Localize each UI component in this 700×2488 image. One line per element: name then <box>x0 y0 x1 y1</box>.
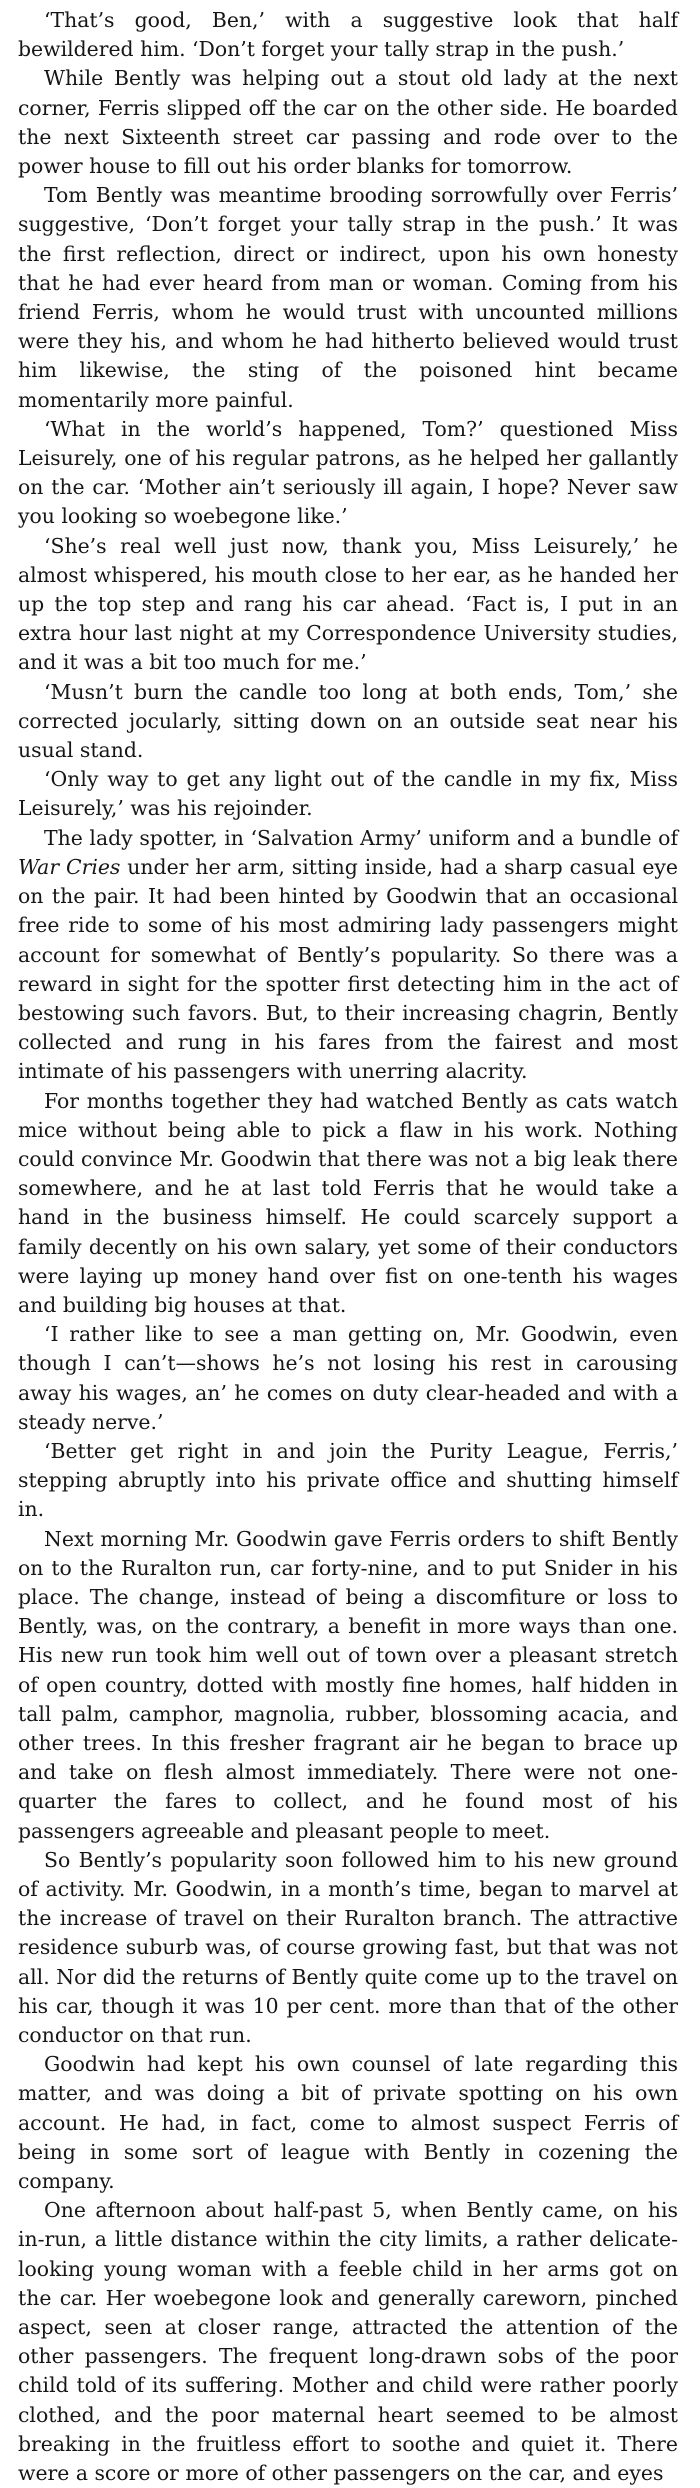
article-paragraph <box>18 1437 678 1525</box>
paragraph-text: One afternoon about half-past 5, when Bently came, on his in-run, a little distance within the city limits, a rather delicate-looking young woman with a feeble child in her arms got on the car. Her woebegone look and generally careworn, pinched aspect, seen at closer range, attracted the attention of the other passengers. The frequent long-drawn sobs of the poor child told of its suffering. Mother and child were rather poorly clothed, and the poor maternal heart seemed to be almost breaking in the fruitless effort to soothe and quiet it. There were a score or more of other passengers on the car, and eyes <box>18 2198 678 2486</box>
article-paragraph <box>18 2050 678 2196</box>
paragraph-text: Tom Bently was meantime brooding sorrowfully over Ferris’ suggestive, ‘Don’t forget your tally strap in the push.’ It was the first reflection, direct or indirect, upon his own honesty that he had ever heard from man or woman. Coming from his friend Ferris, whom he would trust with uncounted millions were they his, and whom he had hitherto believed would trust him likewise, the sting of the poisoned hint became momentarily more painful. <box>18 183 678 412</box>
paragraph-text: ‘I rather like to see a man getting on, Mr. Goodwin, even though I can’t—shows he’s not losing his rest in carousing away his wages, an’ he comes on duty clear-headed and with a steady nerve.’ <box>18 1322 678 1434</box>
paragraph-text: While Bently was helping out a stout old lady at the next corner, Ferris slipped off the car on the other side. He boarded the next Sixteenth street car passing and rode over to the power house to fill out his order blanks for tomorrow. <box>18 66 678 179</box>
article-paragraph <box>18 824 678 1087</box>
article-paragraph <box>18 765 678 823</box>
paragraph-text: The lady spotter, in ‘Salvation Army’ uniform and a bundle of <box>44 825 678 850</box>
article-paragraph <box>18 532 678 678</box>
paragraph-text: ‘Only way to get any light out of the candle in my fix, Miss Leisurely,’ was his rejoinder. <box>18 767 678 821</box>
paragraph-text: Goodwin had kept his own counsel of late regarding this matter, and was doing a bit of private spotting on his own account. He had, in fact, come to almost suspect Ferris of being in some sort of league with Bently in cozening the company. <box>18 2052 678 2194</box>
paragraph-text: For months together they had watched Bently as cats watch mice without being able to pick a flaw in his work. Nothing could convince Mr. Goodwin that there was not a big leak there somewhere, and he at last told Ferris that he would take a hand in the business himself. He could scarcely support a family decently on his own salary, yet some of their conductors were laying up money hand over fist on one-tenth his wages and building big houses at that. <box>18 1088 678 1317</box>
article-paragraph <box>18 1087 678 1321</box>
article-paragraph <box>18 181 678 415</box>
article-paragraph <box>18 678 678 766</box>
paragraph-text: ‘That’s good, Ben,’ with a suggestive look that half bewildered him. ‘Don’t forget your tally strap in the push.’ <box>18 8 678 62</box>
article-paragraph <box>18 1846 678 2050</box>
paragraph-text: ‘Better get right in and join the Purity League, Ferris,’ stepping abruptly into his private office and shutting himself in. <box>18 1438 678 1522</box>
paragraph-text: ‘What in the world’s happened, Tom?’ questioned Miss Leisurely, one of his regular patrons, as he helped her gallantly on the car. ‘Mother ain’t seriously ill again, I hope? Never saw you looking so woebegone like.’ <box>18 416 678 529</box>
paragraph-text: under her arm, sitting inside, had a sharp casual eye on the pair. It had been hinted by Goodwin that an occasional free ride to some of his most admiring lady passengers might account for somewhat of Bently’s popularity. So there was a reward in sight for the spotter first detecting him in the act of bestowing such favors. But, to their increasing chagrin, Bently collected and rung in his fares from the fairest and most intimate of his passengers with unerring alacrity. <box>18 854 678 1084</box>
paragraph-text: ‘Musn’t burn the candle too long at both ends, Tom,’ she corrected jocularly, sitting down on an outside seat near his usual stand. <box>18 679 678 763</box>
article-paragraph <box>18 415 678 532</box>
article-paragraph <box>18 64 678 181</box>
article-paragraph <box>18 6 678 64</box>
paragraph-text: So Bently’s popularity soon followed him to his new ground of activity. Mr. Goodwin, in a month’s time, began to marvel at the increase of travel on their Ruralton branch. The attractive residence suburb was, of course growing fast, but that was not all. Nor did the returns of Bently quite come up to the travel on his car, though it was 10 per cent. more than that of the other conductor on that run. <box>18 1847 678 2048</box>
paragraph-text: Next morning Mr. Goodwin gave Ferris orders to shift Bently on to the Ruralton run, car forty-nine, and to put Snider in his place. The change, instead of being a discomfiture or loss to Bently, was, on the contrary, a benefit in more ways than one. His new run took him well out of town over a pleasant stretch of open country, dotted with mostly fine homes, half hidden in tall palm, camphor, magnolia, rubber, blossoming acacia, and other trees. In this fresher fragrant air he began to brace up and take on flesh almost immediately. There were not one-quarter the fares to collect, and he found most of his passengers agreeable and pleasant people to meet. <box>18 1526 678 1843</box>
article-paragraph <box>18 2196 678 2488</box>
italic-title-text: War Cries <box>18 854 121 879</box>
article-paragraph <box>18 1320 678 1437</box>
paragraph-text: ‘She’s real well just now, thank you, Miss Leisurely,’ he almost whispered, his mouth close to her ear, as he handed her up the top step and rang his car ahead. ‘Fact is, I put in an extra hour last night at my Correspondence University studies, and it was a bit too much for me.’ <box>18 533 678 675</box>
article-paragraph <box>18 1525 678 1846</box>
